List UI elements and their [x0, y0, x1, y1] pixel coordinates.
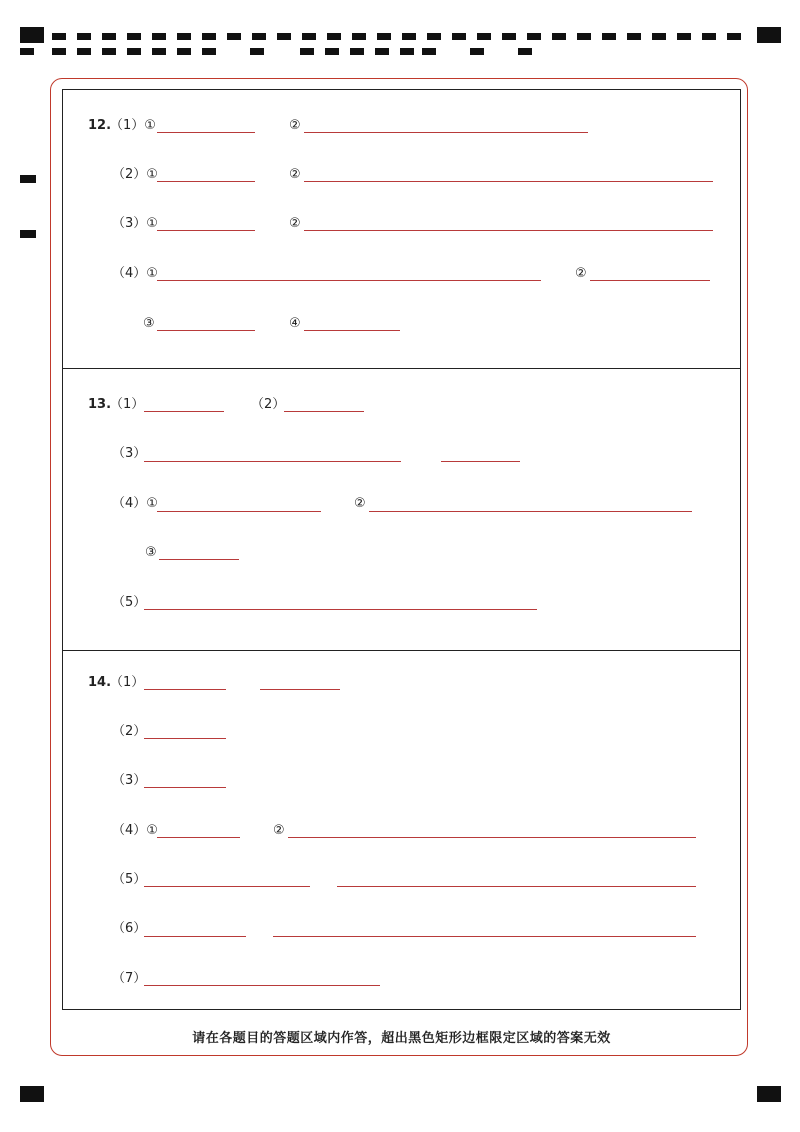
answer-line[interactable]: [144, 936, 246, 937]
answer-line[interactable]: [144, 886, 310, 887]
answer-line[interactable]: [157, 181, 255, 182]
answer-line[interactable]: [144, 787, 226, 788]
answer-line[interactable]: [157, 230, 255, 231]
side-mark-2: [20, 230, 36, 238]
answer-line[interactable]: [157, 132, 255, 133]
sub-label: （5）: [112, 595, 147, 610]
answer-line[interactable]: [337, 886, 696, 887]
answer-line[interactable]: [441, 461, 520, 462]
answer-line[interactable]: [157, 837, 240, 838]
answer-line[interactable]: [144, 689, 226, 690]
answer-line[interactable]: [157, 511, 321, 512]
sub-label: ③: [145, 545, 157, 560]
answer-line[interactable]: [273, 936, 696, 937]
answer-line[interactable]: [304, 132, 588, 133]
question-number: 13.: [88, 397, 112, 412]
divider-q13-q14: [62, 650, 741, 651]
answer-line[interactable]: [157, 330, 255, 331]
side-mark-1: [20, 175, 36, 183]
corner-mark-top-right: [757, 27, 781, 43]
sub-label: ③: [143, 316, 155, 331]
answer-line[interactable]: [284, 411, 364, 412]
sub-label: （4）①: [112, 266, 158, 281]
sub-label: （2）①: [112, 167, 158, 182]
sub-label: （4）①: [112, 823, 158, 838]
answer-line[interactable]: [157, 280, 541, 281]
answer-line[interactable]: [159, 559, 239, 560]
sub-label: ②: [289, 216, 301, 231]
answer-line[interactable]: [369, 511, 692, 512]
answer-area-notice: 请在各题目的答题区域内作答，超出黑色矩形边框限定区域的答案无效: [192, 1031, 611, 1046]
sub-label: （1）: [110, 397, 145, 412]
answer-line[interactable]: [144, 461, 401, 462]
answer-line[interactable]: [304, 330, 400, 331]
sub-label: （1）①: [110, 118, 156, 133]
answer-line[interactable]: [288, 837, 696, 838]
sub-label: （2）: [112, 724, 147, 739]
answer-line[interactable]: [144, 738, 226, 739]
answer-line[interactable]: [590, 280, 710, 281]
sub-label: ④: [289, 316, 301, 331]
answer-line[interactable]: [144, 609, 537, 610]
corner-mark-bottom-right: [757, 1086, 781, 1102]
answer-area-border: [62, 89, 741, 1010]
answer-line[interactable]: [144, 411, 224, 412]
answer-line[interactable]: [260, 689, 340, 690]
sub-label: ②: [575, 266, 587, 281]
sub-label: ②: [354, 496, 366, 511]
sub-label: （5）: [112, 872, 147, 887]
corner-mark-top-left: [20, 27, 44, 43]
sub-label: ②: [289, 118, 301, 133]
sub-label: （4）①: [112, 496, 158, 511]
sub-label: （3）①: [112, 216, 158, 231]
question-number: 14.: [88, 675, 112, 690]
sub-label: （1）: [110, 675, 145, 690]
answer-line[interactable]: [144, 985, 380, 986]
sub-label: ②: [273, 823, 285, 838]
sub-label: （6）: [112, 921, 147, 936]
sub-label: （7）: [112, 971, 147, 986]
answer-line[interactable]: [304, 230, 713, 231]
corner-mark-bottom-left: [20, 1086, 44, 1102]
sub-label: （2）: [251, 397, 286, 412]
answer-line[interactable]: [304, 181, 713, 182]
divider-q12-q13: [62, 368, 741, 369]
question-number: 12.: [88, 118, 112, 133]
sub-label: （3）: [112, 773, 147, 788]
sub-label: （3）: [112, 446, 147, 461]
sub-label: ②: [289, 167, 301, 182]
